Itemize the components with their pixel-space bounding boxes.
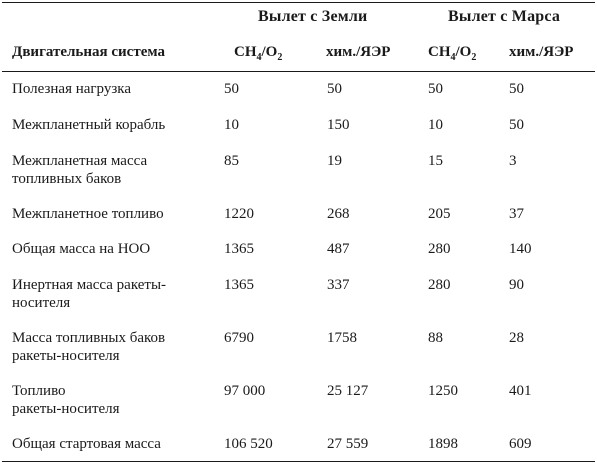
table-cell: 6790 bbox=[224, 330, 254, 346]
table-cell: 487 bbox=[327, 241, 350, 257]
table-cell: 268 bbox=[327, 206, 350, 222]
table-cell: 28 bbox=[509, 330, 524, 346]
table-cell: 337 bbox=[327, 277, 350, 293]
column-header-mars-ch4-o2: $CH_4/O_2$ bbox=[428, 44, 477, 63]
row-label-payload: Полезная нагрузка bbox=[12, 81, 132, 97]
table-cell: 19 bbox=[327, 153, 342, 169]
row-label-launcher-inert-mass: Инертная масса ракеты- носителя bbox=[12, 277, 167, 311]
table-cell: 37 bbox=[509, 206, 524, 222]
table-cell: 50 bbox=[509, 81, 524, 97]
table-bottom-rule bbox=[2, 461, 595, 462]
group-header-earth: Вылет с Земли bbox=[258, 8, 368, 25]
row-label-interplanetary-ship: Межпланетный корабль bbox=[12, 117, 166, 133]
group-header-mars: Вылет с Марса bbox=[448, 8, 561, 25]
table-cell: 401 bbox=[509, 383, 532, 399]
table-cell: 1365 bbox=[224, 241, 254, 257]
table-cell: 50 bbox=[428, 81, 443, 97]
table-cell: 106 520 bbox=[224, 436, 273, 452]
row-label-launcher-fuel: Топливо ракеты-носителя bbox=[12, 383, 120, 417]
table-cell: 1220 bbox=[224, 206, 254, 222]
table-cell: 280 bbox=[428, 277, 451, 293]
table-cell: 1250 bbox=[428, 383, 458, 399]
table-cell: 1758 bbox=[327, 330, 357, 346]
table-cell: 97 000 bbox=[224, 383, 266, 399]
table-cell: 205 bbox=[428, 206, 451, 222]
column-header-mars-chem-ner: хим./ЯЭР bbox=[509, 44, 574, 60]
table-cell: 150 bbox=[327, 117, 350, 133]
table-cell: 15 bbox=[428, 153, 443, 169]
table-cell: 280 bbox=[428, 241, 451, 257]
table-cell: 88 bbox=[428, 330, 443, 346]
row-label-interplanetary-fuel: Межпланетное топливо bbox=[12, 206, 164, 222]
header-divider-rule bbox=[2, 71, 595, 72]
table-cell: 1898 bbox=[428, 436, 458, 452]
table-top-rule bbox=[2, 2, 595, 3]
table-cell: 50 bbox=[509, 117, 524, 133]
table-cell: 90 bbox=[509, 277, 524, 293]
row-label-total-mass-leo: Общая масса на НОО bbox=[12, 241, 151, 257]
table-cell: 10 bbox=[428, 117, 443, 133]
row-label-total-launch-mass: Общая стартовая масса bbox=[12, 436, 161, 452]
table-cell: 50 bbox=[224, 81, 239, 97]
column-header-system: Двигательная система bbox=[12, 44, 165, 60]
column-header-earth-ch4-o2: $CH_4/O_2$ bbox=[234, 44, 283, 63]
table-cell: 27 559 bbox=[327, 436, 369, 452]
table-cell: 50 bbox=[327, 81, 342, 97]
table-cell: 85 bbox=[224, 153, 239, 169]
row-label-launcher-tank-mass: Масса топливных баков ракеты-носителя bbox=[12, 330, 166, 364]
table-cell: 140 bbox=[509, 241, 532, 257]
table-cell: 609 bbox=[509, 436, 532, 452]
table-cell: 1365 bbox=[224, 277, 254, 293]
table-cell: 25 127 bbox=[327, 383, 369, 399]
table-cell: 3 bbox=[509, 153, 517, 169]
table-cell: 10 bbox=[224, 117, 239, 133]
row-label-interplanetary-tank-mass: Межпланетная масса топливных баков bbox=[12, 153, 148, 187]
column-header-earth-chem-ner: хим./ЯЭР bbox=[326, 44, 391, 60]
